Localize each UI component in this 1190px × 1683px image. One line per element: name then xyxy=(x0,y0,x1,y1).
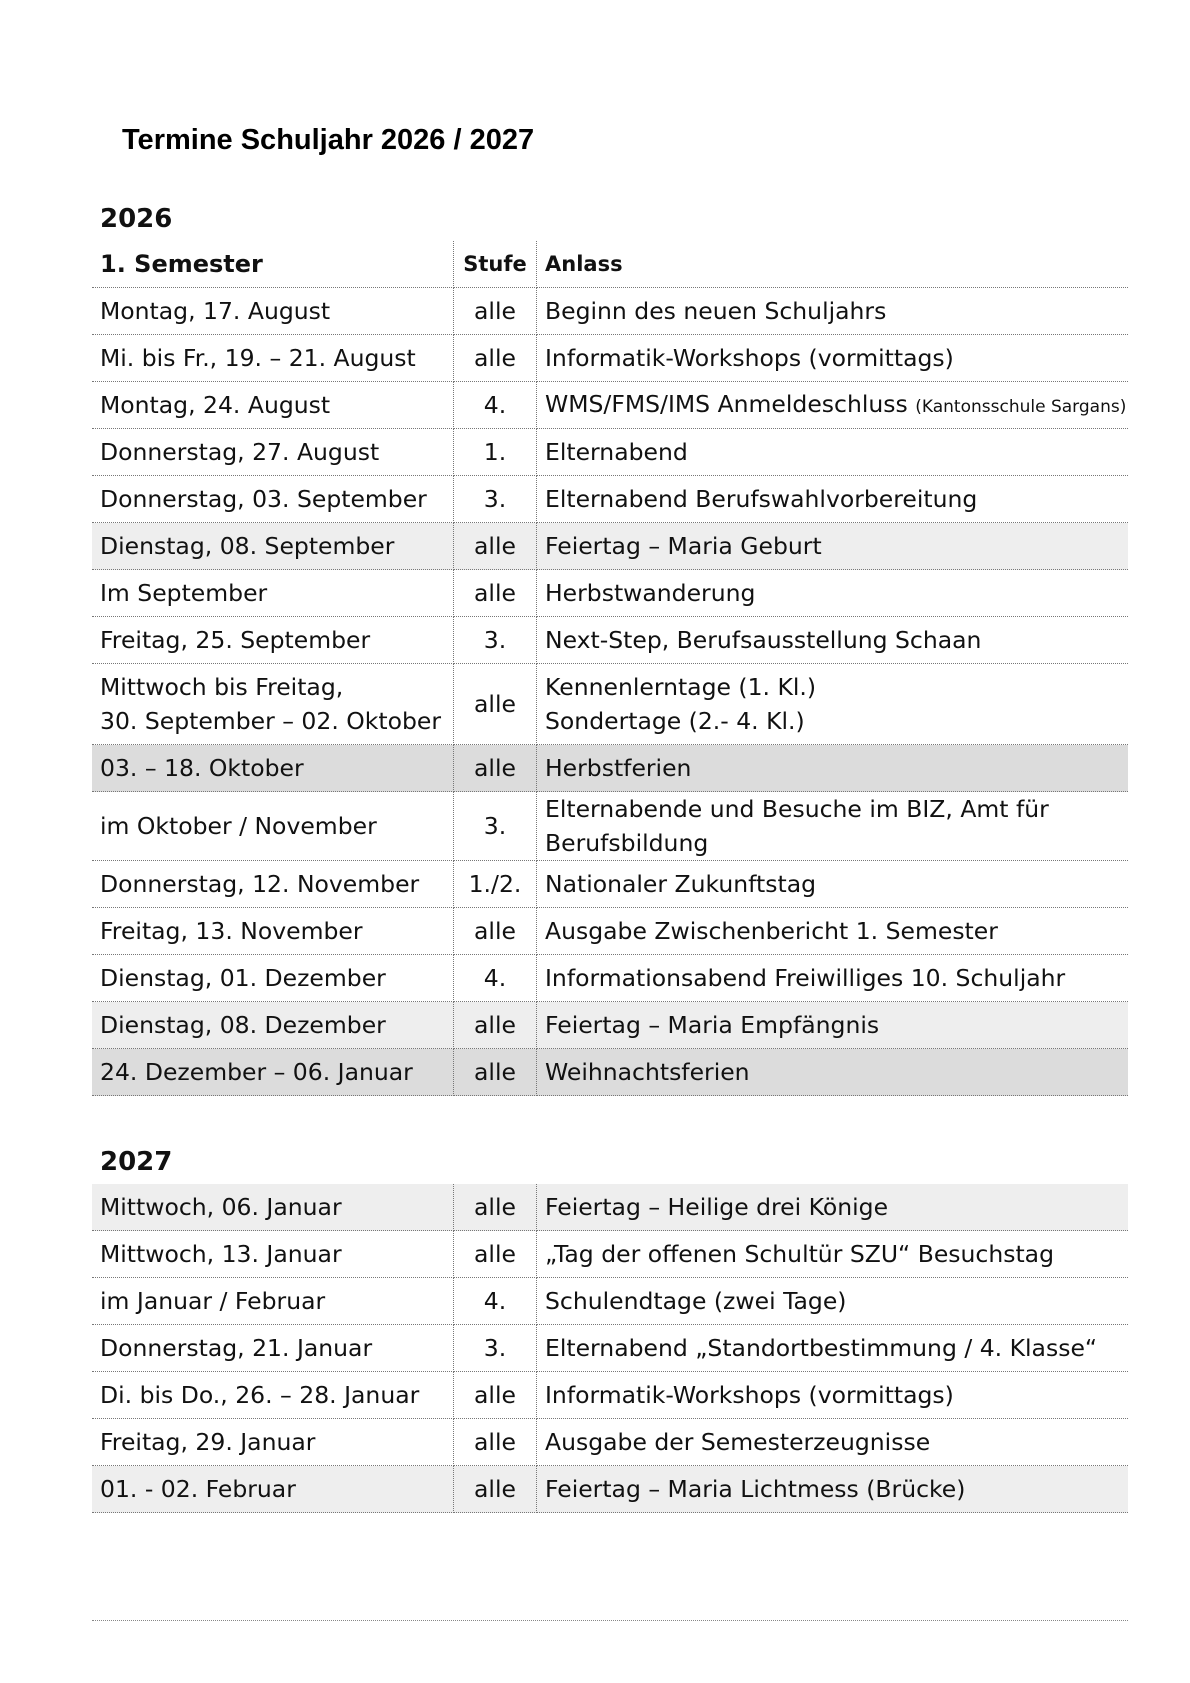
date-cell: Mi. bis Fr., 19. – 21. August xyxy=(92,335,454,382)
event-cell: Elternabend Berufswahlvorbereitung xyxy=(537,476,1129,523)
date-cell: im Oktober / November xyxy=(92,792,454,861)
level-cell: 1. xyxy=(454,429,537,476)
table-row xyxy=(92,617,1128,664)
table-row xyxy=(92,955,1128,1002)
level-cell: alle xyxy=(454,335,537,382)
table-row xyxy=(92,1325,1128,1372)
table-row xyxy=(92,382,1128,429)
date-line-2: 30. September – 02. Oktober xyxy=(100,707,442,735)
semester-header: 1. Semester xyxy=(92,241,454,288)
date-cell: Mittwoch, 13. Januar xyxy=(92,1231,454,1278)
table-row-holiday xyxy=(92,523,1128,570)
table-row-vacation xyxy=(92,1049,1128,1096)
level-cell: 1./2. xyxy=(454,861,537,908)
date-cell: Donnerstag, 03. September xyxy=(92,476,454,523)
date-cell: Im September xyxy=(92,570,454,617)
date-cell: Di. bis Do., 26. – 28. Januar xyxy=(92,1372,454,1419)
table-row xyxy=(92,664,1128,745)
year-heading-2027: 2027 xyxy=(100,1147,173,1177)
event-cell: Next-Step, Berufsausstellung Schaan xyxy=(537,617,1129,664)
event-cell xyxy=(537,792,1129,861)
schedule-table-2027 xyxy=(92,1184,1128,1513)
event-line-1: Kennenlerntage (1. Kl.) xyxy=(545,673,817,701)
level-cell: alle xyxy=(454,1372,537,1419)
date-cell: Dienstag, 08. September xyxy=(92,523,454,570)
level-cell: 3. xyxy=(454,617,537,664)
event-cell: Informationsabend Freiwilliges 10. Schuljahr xyxy=(537,955,1129,1002)
date-cell: Donnerstag, 12. November xyxy=(92,861,454,908)
table-row xyxy=(92,476,1128,523)
date-cell: 03. – 18. Oktober xyxy=(92,745,454,792)
event-line-2: Berufsbildung xyxy=(545,829,709,857)
event-header: Anlass xyxy=(537,241,1129,288)
table-row xyxy=(92,908,1128,955)
table-row xyxy=(92,792,1128,861)
event-note: (Kantonsschule Sargans) xyxy=(915,396,1127,417)
date-cell: Freitag, 13. November xyxy=(92,908,454,955)
event-cell: Herbstwanderung xyxy=(537,570,1129,617)
event-line-2: Sondertage (2.- 4. Kl.) xyxy=(545,707,805,735)
page-title: Termine Schuljahr 2026 / 2027 xyxy=(122,124,535,156)
table-row-holiday xyxy=(92,1184,1128,1231)
date-cell: Montag, 24. August xyxy=(92,382,454,429)
level-cell: alle xyxy=(454,908,537,955)
table-row-holiday xyxy=(92,1466,1128,1513)
table-row xyxy=(92,429,1128,476)
event-cell xyxy=(537,382,1129,429)
level-cell: alle xyxy=(454,570,537,617)
date-cell xyxy=(92,664,454,745)
level-cell: alle xyxy=(454,288,537,335)
event-cell: Feiertag – Maria Geburt xyxy=(537,523,1129,570)
date-cell: Dienstag, 01. Dezember xyxy=(92,955,454,1002)
level-cell: alle xyxy=(454,1049,537,1096)
level-cell: alle xyxy=(454,1419,537,1466)
level-header: Stufe xyxy=(454,241,537,288)
date-cell: Dienstag, 08. Dezember xyxy=(92,1002,454,1049)
event-cell: Nationaler Zukunftstag xyxy=(537,861,1129,908)
table-row-holiday xyxy=(92,1002,1128,1049)
date-cell: Montag, 17. August xyxy=(92,288,454,335)
date-cell: Mittwoch, 06. Januar xyxy=(92,1184,454,1231)
table-row xyxy=(92,861,1128,908)
event-cell: Ausgabe der Semesterzeugnisse xyxy=(537,1419,1129,1466)
event-line-1: Elternabende und Besuche im BIZ, Amt für xyxy=(545,795,1049,823)
footer-divider xyxy=(92,1620,1128,1621)
table-row xyxy=(92,570,1128,617)
level-cell: 4. xyxy=(454,382,537,429)
level-cell: alle xyxy=(454,1466,537,1513)
event-cell: Ausgabe Zwischenbericht 1. Semester xyxy=(537,908,1129,955)
date-cell: Freitag, 25. September xyxy=(92,617,454,664)
table-row xyxy=(92,1419,1128,1466)
schedule-table-2026 xyxy=(92,241,1128,1096)
date-cell: 01. - 02. Februar xyxy=(92,1466,454,1513)
event-cell: Schulendtage (zwei Tage) xyxy=(537,1278,1129,1325)
date-cell: im Januar / Februar xyxy=(92,1278,454,1325)
event-cell: Informatik-Workshops (vormittags) xyxy=(537,335,1129,382)
table-row xyxy=(92,1231,1128,1278)
level-cell: 3. xyxy=(454,476,537,523)
event-cell: „Tag der offenen Schultür SZU“ Besuchstag xyxy=(537,1231,1129,1278)
event-cell: Feiertag – Maria Lichtmess (Brücke) xyxy=(537,1466,1129,1513)
event-cell: Elternabend xyxy=(537,429,1129,476)
date-cell: Donnerstag, 21. Januar xyxy=(92,1325,454,1372)
table-row xyxy=(92,1372,1128,1419)
date-cell: Donnerstag, 27. August xyxy=(92,429,454,476)
level-cell: alle xyxy=(454,1231,537,1278)
table-row xyxy=(92,1278,1128,1325)
date-cell: Freitag, 29. Januar xyxy=(92,1419,454,1466)
table-row-vacation xyxy=(92,745,1128,792)
level-cell: alle xyxy=(454,1184,537,1231)
event-text: WMS/FMS/IMS Anmeldeschluss xyxy=(545,389,908,418)
date-line-1: Mittwoch bis Freitag, xyxy=(100,673,344,701)
event-cell: Beginn des neuen Schuljahrs xyxy=(537,288,1129,335)
date-cell: 24. Dezember – 06. Januar xyxy=(92,1049,454,1096)
event-cell: Elternabend „Standortbestimmung / 4. Klasse“ xyxy=(537,1325,1129,1372)
level-cell: 4. xyxy=(454,955,537,1002)
table-row xyxy=(92,288,1128,335)
level-cell: 3. xyxy=(454,1325,537,1372)
event-cell: Herbstferien xyxy=(537,745,1129,792)
event-cell: Feiertag – Maria Empfängnis xyxy=(537,1002,1129,1049)
level-cell: alle xyxy=(454,664,537,745)
year-heading-2026: 2026 xyxy=(100,204,173,234)
level-cell: alle xyxy=(454,523,537,570)
level-cell: 4. xyxy=(454,1278,537,1325)
table-row xyxy=(92,335,1128,382)
event-cell xyxy=(537,664,1129,745)
level-cell: 3. xyxy=(454,792,537,861)
event-cell: Weihnachtsferien xyxy=(537,1049,1129,1096)
level-cell: alle xyxy=(454,1002,537,1049)
table-header-row xyxy=(92,241,1128,288)
event-cell: Feiertag – Heilige drei Könige xyxy=(537,1184,1129,1231)
level-cell: alle xyxy=(454,745,537,792)
event-cell: Informatik-Workshops (vormittags) xyxy=(537,1372,1129,1419)
